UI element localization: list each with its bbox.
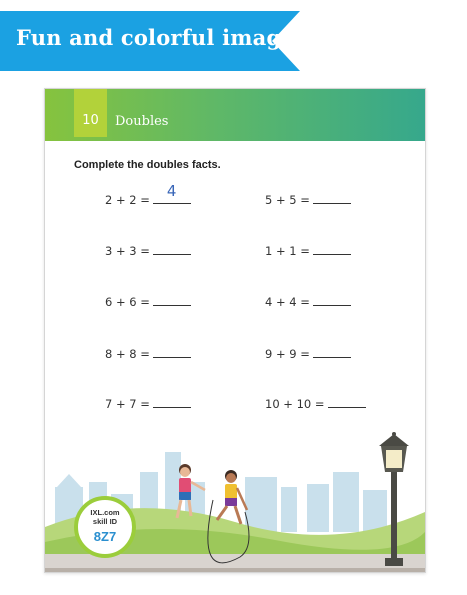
banner-title: Fun and colorful images — [16, 25, 307, 50]
badge-site: IXL.com — [90, 508, 120, 517]
problem-7 — [105, 345, 191, 361]
answer-blank[interactable] — [153, 293, 191, 306]
answer-text: 4 — [166, 182, 177, 200]
answer-blank[interactable] — [313, 191, 351, 204]
badge-skill-id: 8Z7 — [93, 529, 117, 544]
skill-title: Doubles — [115, 114, 169, 129]
worksheet — [44, 88, 426, 573]
girl-right — [217, 470, 247, 524]
answer-blank[interactable] — [153, 395, 191, 408]
problem-8 — [265, 345, 351, 361]
problem-3 — [105, 242, 191, 258]
problem-expression: 4 + 4 = — [265, 295, 310, 309]
answer-blank[interactable] — [313, 345, 351, 358]
answer-blank[interactable] — [313, 242, 351, 255]
level-number: 10 — [82, 113, 99, 128]
problem-4 — [265, 242, 351, 258]
instructions: Complete the doubles facts. — [74, 159, 221, 171]
problem-expression: 7 + 7 = — [105, 397, 150, 411]
answer-blank[interactable] — [153, 345, 191, 358]
badge-label: skill ID — [92, 517, 118, 526]
problem-expression: 3 + 3 = — [105, 244, 150, 258]
answer-blank[interactable] — [153, 242, 191, 255]
problem-5 — [105, 293, 191, 309]
problem-2 — [265, 191, 351, 207]
problem-expression: 6 + 6 = — [105, 295, 150, 309]
problem-expression: 9 + 9 = — [265, 347, 310, 361]
answer-blank[interactable] — [313, 293, 351, 306]
problem-1 — [105, 182, 191, 207]
problem-6 — [265, 293, 351, 309]
answer-blank[interactable] — [153, 182, 191, 204]
banner — [0, 11, 307, 71]
answer-blank[interactable] — [328, 395, 366, 408]
problem-expression: 5 + 5 = — [265, 193, 310, 207]
problem-expression: 8 + 8 = — [105, 347, 150, 361]
skill-id-badge[interactable] — [74, 496, 136, 558]
problem-expression: 10 + 10 = — [265, 397, 325, 411]
problem-10 — [265, 395, 366, 411]
problem-expression: 2 + 2 = — [105, 193, 150, 207]
problem-9 — [105, 395, 191, 411]
worksheet-header — [45, 89, 425, 141]
problem-expression: 1 + 1 = — [265, 244, 310, 258]
level-tab — [74, 89, 107, 137]
